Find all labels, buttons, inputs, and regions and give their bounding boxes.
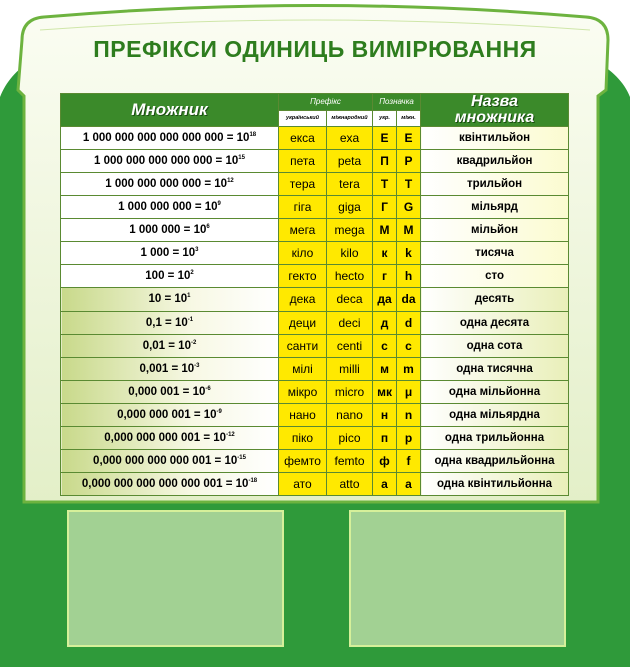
multiplier-exponent: -15	[237, 455, 246, 462]
multiplier-value: 0,000 001 = 10	[128, 385, 206, 398]
multiplier-value: 100 = 10	[145, 270, 191, 283]
symbol-ua-cell: Г	[373, 196, 397, 219]
multiplier-value: 1 000 000 000 000 000 = 10	[94, 155, 239, 168]
multiplier-exponent: -3	[194, 362, 200, 369]
symbol-ua-cell: д	[373, 311, 397, 334]
header-multiplier: Множник	[61, 94, 279, 127]
header-prefix-ua: український	[279, 110, 327, 127]
symbol-intl-cell: M	[397, 219, 421, 242]
multiplier-cell	[61, 357, 279, 380]
prefix-intl-cell: mega	[327, 219, 373, 242]
table-row	[61, 242, 569, 265]
symbol-ua-cell: ф	[373, 449, 397, 472]
multiplier-value: 1 000 = 10	[140, 247, 196, 260]
prefix-intl-cell: micro	[327, 380, 373, 403]
multiplier-cell	[61, 426, 279, 449]
right-pocket	[349, 510, 566, 647]
multiplier-cell	[61, 150, 279, 173]
multiplier-exponent: 6	[206, 224, 210, 231]
prefix-intl-cell: atto	[327, 472, 373, 495]
table-row	[61, 219, 569, 242]
multiplier-exponent: -1	[187, 316, 194, 323]
header-prefix-intl: міжнародний	[327, 110, 373, 127]
table-row	[61, 334, 569, 357]
table-row	[61, 311, 569, 334]
symbol-ua-cell: а	[373, 472, 397, 495]
symbol-ua-cell: г	[373, 265, 397, 288]
symbol-ua-cell: с	[373, 334, 397, 357]
name-cell: одна квадрильйонна	[421, 449, 569, 472]
symbol-intl-cell: k	[397, 242, 421, 265]
table-row	[61, 426, 569, 449]
prefix-ua-cell: тера	[279, 173, 327, 196]
prefix-ua-cell: кіло	[279, 242, 327, 265]
multiplier-value: 1 000 000 000 000 = 10	[105, 178, 228, 191]
header-symbol-intl: міжн.	[397, 110, 421, 127]
symbol-ua-cell: Т	[373, 173, 397, 196]
symbol-intl-cell: μ	[397, 380, 421, 403]
prefix-intl-cell: hecto	[327, 265, 373, 288]
symbol-intl-cell: T	[397, 173, 421, 196]
symbol-intl-cell: p	[397, 426, 421, 449]
multiplier-cell	[61, 219, 279, 242]
page-title: ПРЕФІКСИ ОДИНИЦЬ ВИМІРЮВАННЯ	[93, 36, 537, 62]
prefix-ua-cell: дека	[279, 288, 327, 311]
symbol-intl-cell: n	[397, 403, 421, 426]
symbol-ua-cell: М	[373, 219, 397, 242]
multiplier-exponent: 18	[249, 132, 257, 139]
table-row	[61, 265, 569, 288]
symbol-intl-cell: G	[397, 196, 421, 219]
multiplier-value: 10 = 10	[148, 293, 188, 306]
prefix-ua-cell: деци	[279, 311, 327, 334]
name-cell: квінтильйон	[421, 127, 569, 150]
multiplier-cell	[61, 380, 279, 403]
prefix-ua-cell: санти	[279, 334, 327, 357]
multiplier-exponent: -9	[216, 408, 222, 415]
multiplier-exponent: 3	[195, 247, 199, 254]
prefix-intl-cell: kilo	[327, 242, 373, 265]
table-row	[61, 449, 569, 472]
multiplier-cell	[61, 449, 279, 472]
multiplier-value: 0,1 = 10	[145, 316, 188, 329]
header-symbol-ua: укр.	[373, 110, 397, 127]
name-cell: одна десята	[421, 311, 569, 334]
multiplier-cell	[61, 196, 279, 219]
symbol-ua-cell: п	[373, 426, 397, 449]
prefix-ua-cell: ато	[279, 472, 327, 495]
multiplier-exponent: 9	[217, 201, 221, 208]
table-row	[61, 380, 569, 403]
prefix-ua-cell: мілі	[279, 357, 327, 380]
symbol-intl-cell: c	[397, 334, 421, 357]
symbol-intl-cell: E	[397, 127, 421, 150]
table-row	[61, 288, 569, 311]
name-cell: квадрильйон	[421, 150, 569, 173]
multiplier-exponent: 2	[190, 270, 194, 277]
multiplier-cell	[61, 472, 279, 495]
multiplier-cell	[61, 265, 279, 288]
table-row	[61, 127, 569, 150]
multiplier-exponent: 12	[227, 178, 234, 185]
table-body	[61, 127, 569, 496]
prefix-ua-cell: гіга	[279, 196, 327, 219]
multiplier-value: 0,000 000 001 = 10	[117, 408, 217, 421]
symbol-ua-cell: к	[373, 242, 397, 265]
prefix-ua-cell: мега	[279, 219, 327, 242]
multiplier-value: 1 000 000 000 = 10	[118, 201, 218, 214]
name-cell: мільйон	[421, 219, 569, 242]
symbol-intl-cell: h	[397, 265, 421, 288]
prefix-ua-cell: нано	[279, 403, 327, 426]
name-cell: одна тисячна	[421, 357, 569, 380]
header-name	[421, 94, 569, 127]
prefix-ua-cell: мікро	[279, 380, 327, 403]
multiplier-cell	[61, 173, 279, 196]
symbol-intl-cell: da	[397, 288, 421, 311]
prefix-intl-cell: pico	[327, 426, 373, 449]
prefix-intl-cell: exa	[327, 127, 373, 150]
multiplier-value: 0,000 000 000 000 000 001 = 10	[81, 477, 249, 490]
symbol-intl-cell: P	[397, 150, 421, 173]
symbol-ua-cell: мк	[373, 380, 397, 403]
multiplier-value: 1 000 000 000 000 000 000 = 10	[82, 132, 250, 145]
multiplier-cell	[61, 334, 279, 357]
name-cell: десять	[421, 288, 569, 311]
prefix-intl-cell: centi	[327, 334, 373, 357]
name-cell: одна сота	[421, 334, 569, 357]
symbol-intl-cell: m	[397, 357, 421, 380]
multiplier-exponent: 1	[187, 293, 191, 300]
table-row	[61, 196, 569, 219]
prefix-intl-cell: deca	[327, 288, 373, 311]
prefix-intl-cell: deci	[327, 311, 373, 334]
name-cell: мільярд	[421, 196, 569, 219]
prefix-intl-cell: peta	[327, 150, 373, 173]
multiplier-cell	[61, 242, 279, 265]
name-cell: трильйон	[421, 173, 569, 196]
prefix-intl-cell: nano	[327, 403, 373, 426]
prefix-intl-cell: tera	[327, 173, 373, 196]
multiplier-value: 0,01 = 10	[142, 339, 191, 352]
symbol-ua-cell: П	[373, 150, 397, 173]
symbol-ua-cell: да	[373, 288, 397, 311]
header-symbol: Позначка	[373, 94, 421, 111]
header-name-line1: Назва	[471, 93, 518, 110]
symbol-intl-cell: a	[397, 472, 421, 495]
prefix-table	[60, 93, 569, 496]
multiplier-value: 1 000 000 = 10	[129, 224, 207, 237]
prefix-ua-cell: екса	[279, 127, 327, 150]
multiplier-value: 0,000 000 000 001 = 10	[104, 431, 227, 444]
symbol-ua-cell: Е	[373, 127, 397, 150]
name-cell: одна квінтильйонна	[421, 472, 569, 495]
name-cell: сто	[421, 265, 569, 288]
multiplier-cell	[61, 288, 279, 311]
prefix-intl-cell: milli	[327, 357, 373, 380]
name-cell: тисяча	[421, 242, 569, 265]
prefix-intl-cell: giga	[327, 196, 373, 219]
symbol-intl-cell: d	[397, 311, 421, 334]
name-cell: одна мільярдна	[421, 403, 569, 426]
left-pocket	[67, 510, 284, 647]
prefix-ua-cell: фемто	[279, 449, 327, 472]
table-row	[61, 173, 569, 196]
table-row	[61, 403, 569, 426]
symbol-ua-cell: м	[373, 357, 397, 380]
header-name-line2: множника	[454, 109, 535, 126]
prefix-intl-cell: femto	[327, 449, 373, 472]
table-row	[61, 472, 569, 495]
prefix-ua-cell: гекто	[279, 265, 327, 288]
table-row	[61, 357, 569, 380]
multiplier-exponent: -12	[226, 432, 235, 439]
prefix-ua-cell: піко	[279, 426, 327, 449]
symbol-ua-cell: н	[373, 403, 397, 426]
multiplier-value: 0,001 = 10	[139, 362, 195, 375]
multiplier-cell	[61, 311, 279, 334]
multiplier-cell	[61, 403, 279, 426]
multiplier-exponent: 15	[238, 155, 245, 162]
name-cell: одна трильйонна	[421, 426, 569, 449]
table-row	[61, 150, 569, 173]
multiplier-exponent: -18	[248, 478, 258, 485]
name-cell: одна мільйонна	[421, 380, 569, 403]
multiplier-value: 0,000 000 000 000 001 = 10	[93, 454, 238, 467]
symbol-intl-cell: f	[397, 449, 421, 472]
multiplier-exponent: -6	[205, 385, 211, 392]
multiplier-exponent: -2	[190, 339, 197, 346]
multiplier-cell	[61, 127, 279, 150]
prefix-ua-cell: пета	[279, 150, 327, 173]
header-prefix: Префікс	[279, 94, 373, 111]
